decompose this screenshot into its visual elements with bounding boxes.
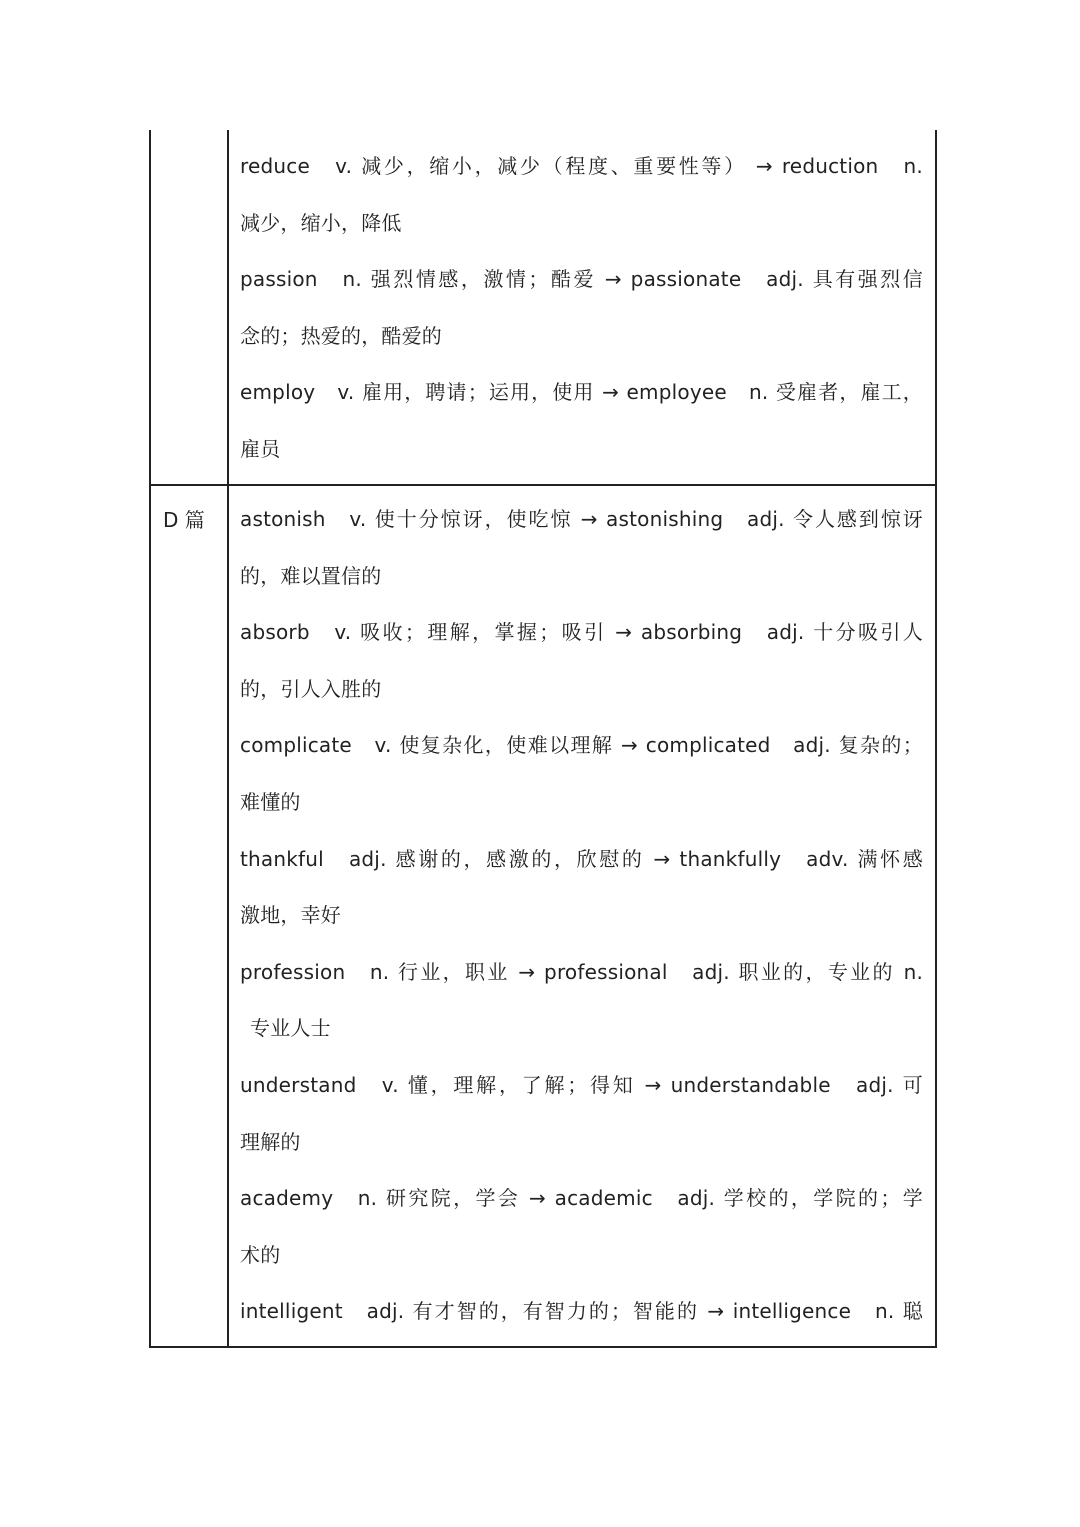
section-label-d: D 篇 [163, 508, 205, 532]
entry-line-understand-cont: 理解的 [240, 1129, 301, 1154]
entry-line-employ-cont: 雇员 [240, 436, 281, 461]
entry-line-reduce-cont: 减少，缩小，降低 [240, 210, 402, 235]
entry-line-intelligent: intelligent adj. 有才智的，有智力的；智能的 → intelligence n. 聪 [240, 1299, 923, 1324]
entry-line-astonish-cont: 的，难以置信的 [240, 563, 382, 588]
vocabulary-table [149, 130, 937, 1348]
entry-line-academy-cont: 术的 [240, 1242, 281, 1267]
entry-line-profession-cont: 专业人士 [250, 1016, 331, 1041]
entry-line-astonish: astonish v. 使十分惊讶，使吃惊 → astonishing adj. 令人感到惊讶 [240, 507, 923, 531]
entry-line-complicate: complicate v. 使复杂化，使难以理解 → complicated adj. 复杂的； [240, 733, 923, 758]
column-divider [227, 130, 229, 1346]
row-d-entries [240, 505, 923, 1354]
entry-line-absorb: absorb v. 吸收；理解，掌握；吸引 → absorbing adj. 十分吸引人 [240, 620, 923, 645]
entry-line-employ: employ v. 雇用，聘请；运用，使用 → employee n. 受雇者，雇工， [240, 380, 923, 405]
entry-line-complicate-cont: 难懂的 [240, 789, 301, 814]
entry-line-thankful: thankful adj. 感谢的，感激的，欣慰的 → thankfully adv. 满怀感 [240, 846, 923, 871]
entry-line-passion-cont: 念的；热爱的，酷爱的 [240, 323, 442, 348]
entry-line-thankful-cont: 激地，幸好 [240, 903, 341, 928]
entry-line-absorb-cont: 的，引人入胜的 [240, 676, 382, 701]
entry-line-profession: profession n. 行业，职业 → professional adj. 职业的，专业的 n. [240, 959, 923, 984]
entry-line-passion: passion n. 强烈情感，激情；酷爱 → passionate adj. 具有强烈信 [240, 267, 923, 292]
row-continued-entries [240, 152, 923, 492]
entry-line-reduce: reduce v. 减少，缩小，减少（程度、重要性等） → reduction n. [240, 154, 923, 178]
entry-line-academy: academy n. 研究院，学会 → academic adj. 学校的，学院的；学 [240, 1186, 923, 1211]
entry-line-understand: understand v. 懂，理解，了解；得知 → understandable adj. 可 [240, 1072, 923, 1097]
